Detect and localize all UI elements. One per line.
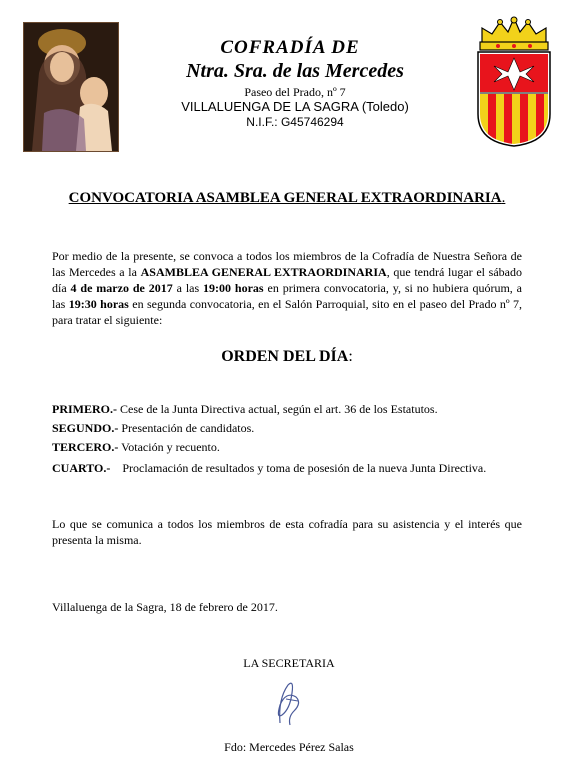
address-street: Paseo del Prado, nº 7: [244, 85, 346, 99]
virgin-image: [23, 22, 119, 152]
agenda-title-text: ORDEN DEL DÍA: [221, 348, 349, 365]
intro-bold-assembly: ASAMBLEA GENERAL EXTRAORDINARIA: [140, 265, 387, 279]
intro-text-4: en primera convocatoria, y, si no hubiera quórum, a las: [52, 281, 523, 311]
org-name: COFRADÍA DE: [220, 37, 360, 58]
agenda-item-label: TERCERO.-: [52, 440, 119, 454]
agenda-item: [52, 421, 522, 436]
document-title-text: CONVOCATORIA ASAMBLEA GENERAL EXTRAORDINARIA: [68, 190, 502, 206]
intro-text-2: , que tendrá lugar el sábado día: [52, 265, 522, 295]
intro-paragraph: [52, 248, 522, 328]
intro-text-1: Por medio de la presente, se convoca a todos los miembros de la Cofradía de Nuestra Señora de las Mercedes a la: [52, 249, 522, 279]
agenda-item-text: Votación y recuento.: [118, 440, 220, 454]
virgin-and-child-picture: [24, 23, 118, 151]
address-town: VILLALUENGA DE LA SAGRA (Toledo): [181, 99, 409, 114]
intro-text-3: a las: [172, 281, 204, 295]
intro-bold-time1: 19:00 horas: [203, 281, 264, 295]
coat-of-arms-icon: [474, 14, 554, 148]
agenda-item-text: Cese de la Junta Directiva actual, según el art. 36 de los Estatutos.: [117, 402, 438, 416]
agenda-item: [52, 440, 522, 455]
agenda-item-text: Presentación de candidatos.: [118, 421, 255, 435]
document-title: [52, 190, 522, 207]
intro-bold-date: 4 de marzo de 2017: [70, 281, 173, 295]
handwritten-signature: [268, 679, 308, 727]
date-line: Villaluenga de la Sagra, 18 de febrero de 2017.: [52, 600, 278, 614]
secretary-title: LA SECRETARIA: [243, 656, 335, 670]
document-title-suffix: .: [501, 190, 506, 206]
agenda-title: [52, 348, 522, 366]
agenda-title-suffix: :: [348, 348, 353, 365]
agenda-item: [52, 402, 522, 417]
agenda-item-label: SEGUNDO.-: [52, 421, 119, 435]
agenda-item-text: Proclamación de resultados y toma de posesión de la nueva Junta Directiva.: [110, 461, 487, 475]
signatory-name: Fdo: Mercedes Pérez Salas: [224, 740, 354, 754]
agenda-item-label: PRIMERO.-: [52, 402, 117, 416]
agenda-item-label: CUARTO.-: [52, 461, 111, 475]
intro-text-5: en segunda convocatoria, en el Salón Parroquial, sito en el paseo del Prado nº 7, para tratar el siguiente:: [52, 297, 522, 327]
closing-paragraph: Lo que se comunica a todos los miembros de esta cofradía para su asistencia y el interés que presenta la misma.: [52, 517, 522, 547]
agenda-item: [52, 461, 522, 476]
intro-bold-time2: 19:30 horas: [68, 297, 129, 311]
org-subtitle: Ntra. Sra. de las Mercedes: [186, 60, 404, 82]
address-nif: N.I.F.: G45746294: [246, 115, 344, 129]
